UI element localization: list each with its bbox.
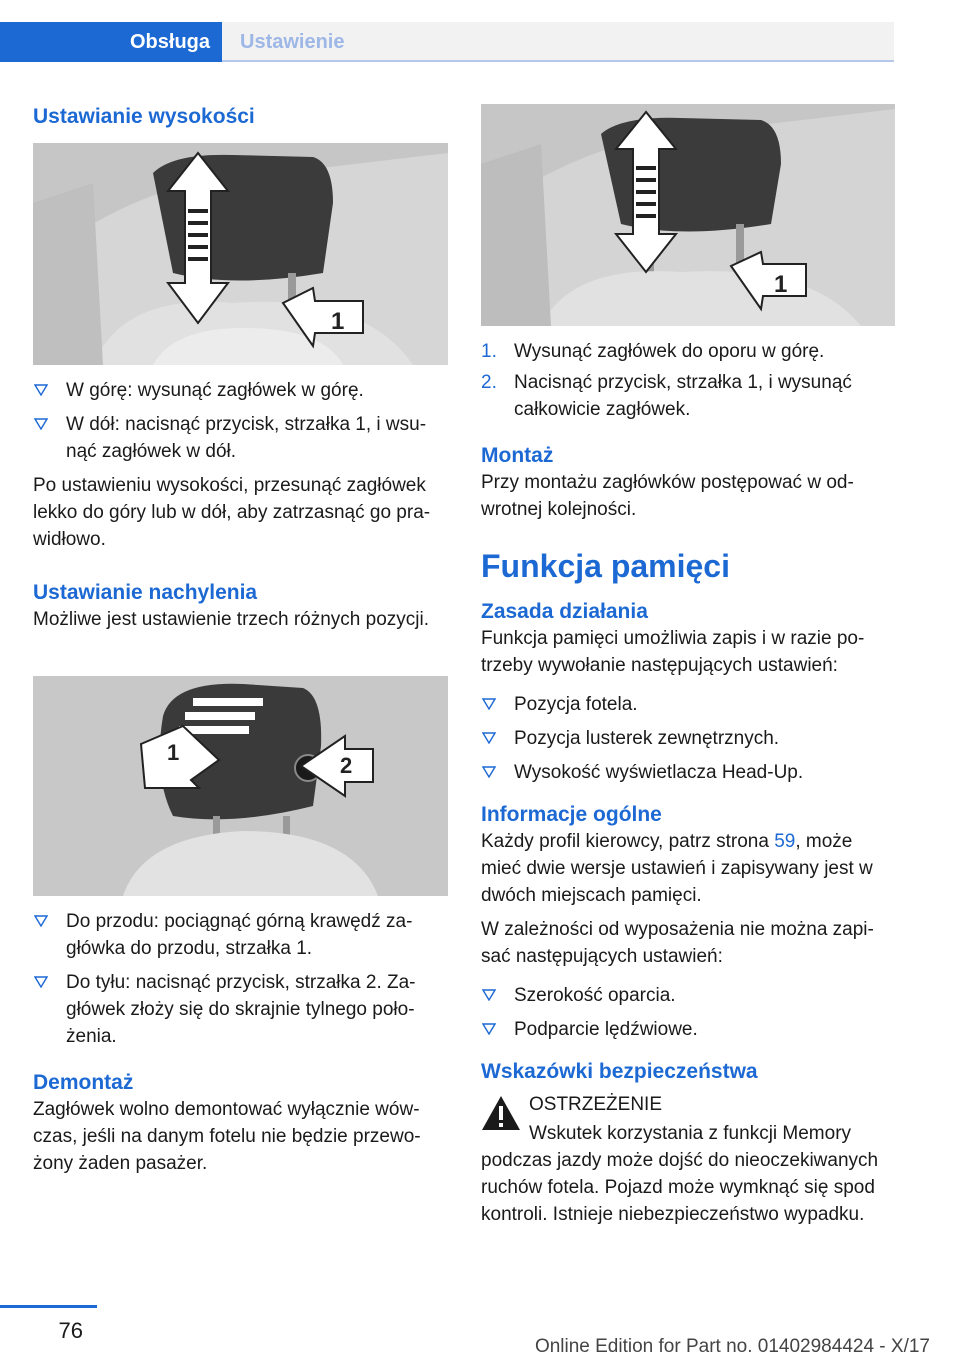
bullet-triangle-icon [482, 732, 496, 744]
heading-principle: Zasada działania [481, 600, 648, 623]
img3-label-1: 1 [774, 271, 788, 298]
steps-list [481, 338, 895, 423]
img2-label-2: 2 [340, 753, 353, 778]
heading-mount: Montaż [481, 444, 554, 467]
bullet-triangle-icon [482, 989, 496, 1001]
principle-bullet-3: Wysokość wyświetlacza Head-Up. [514, 762, 804, 783]
general-text-2: W zależności od wyposażenia nie można zapisać następujących ustawień: [481, 919, 874, 967]
heading-memory-function: Funkcja pamięci [481, 548, 730, 584]
tab-ustawienie[interactable]: Ustawienie [222, 22, 894, 62]
height-bullet-2: W dół: nacisnąć przycisk, strzałka 1, i wsunąć zagłówek w dół. [66, 414, 427, 462]
page-number-rule [0, 1305, 97, 1308]
list-item [33, 908, 448, 962]
page-number: 76 [58, 1318, 83, 1343]
list-item [481, 725, 895, 752]
height-note: Po ustawieniu wysokości, przesunąć zagłówek lekko do góry lub w dół, aby zatrzasnąć go prawidłowo. [33, 475, 431, 550]
tab-obsluga[interactable]: Obsługa [0, 22, 222, 62]
heading-general: Informacje ogólne [481, 803, 662, 826]
removal-text: Zagłówek wolno demontować wyłącznie wówczas, jeśli na danym fotelu nie będzie przewożony żaden pasażer. [33, 1099, 421, 1174]
mount-text: Przy montażu zagłówków postępować w odwrotnej kolejności. [481, 472, 854, 520]
general-bullet-1: Szerokość oparcia. [514, 985, 676, 1006]
list-item [33, 377, 448, 404]
step-text: Nacisnąć przycisk, strzałka 1, i wysunąć całkowicie zagłówek. [514, 372, 852, 420]
list-item [481, 1016, 895, 1043]
list-item [33, 411, 448, 465]
list-item [33, 969, 448, 1050]
step-text: Wysunąć zagłówek do oporu w górę. [514, 341, 825, 362]
principle-bullet-list [481, 691, 895, 786]
tilt-bullet-1: Do przodu: pociągnąć górną krawędź zagłówka do przodu, strzałka 1. [66, 911, 413, 959]
general-bullet-2: Podparcie lędźwiowe. [514, 1019, 698, 1040]
general-text-a: Każdy profil kierowcy, patrz strona [481, 831, 775, 852]
tilt-bullet-list [33, 908, 448, 1050]
general-text [481, 828, 895, 909]
step-number: 1. [481, 341, 497, 362]
warning-box [481, 1091, 895, 1118]
headrest-full-up-photo [481, 104, 895, 326]
warning-text [481, 1120, 895, 1228]
list-item [481, 338, 895, 365]
img1-label-1: 1 [331, 308, 345, 335]
left-column [33, 104, 448, 130]
heading-height: Ustawianie wysokości [33, 105, 255, 128]
heading-safety: Wskazówki bezpieczeństwa [481, 1060, 758, 1083]
warning-triangle-icon [481, 1095, 521, 1131]
principle-bullet-2: Pozycja lusterek zewnętrznych. [514, 728, 780, 749]
heading-tilt: Ustawianie nachylenia [33, 581, 258, 604]
tab-underline [222, 60, 894, 62]
bullet-triangle-icon [482, 698, 496, 710]
bullet-triangle-icon [34, 418, 48, 430]
warning-text-body: Wskutek korzystania z funkcji Memory podczas jazdy może dojść do nieoczekiwanych ruchów fotela. Pojazd może wymknąć się spod kontroli. Istnieje niebezpieczeństwo wypadku. [481, 1123, 879, 1225]
general-bullet-list [481, 982, 895, 1043]
bullet-triangle-icon [34, 384, 48, 396]
warning-title: OSTRZEŻENIE [529, 1094, 663, 1115]
heading-removal: Demontaż [33, 1071, 134, 1094]
left-tilt-block [33, 908, 448, 1184]
list-item [481, 691, 895, 718]
right-column [481, 338, 895, 1235]
header-tabs [0, 22, 894, 62]
step-number: 2. [481, 372, 497, 393]
bullet-triangle-icon [34, 915, 48, 927]
left-height-block [33, 377, 448, 640]
edition-footer: Online Edition for Part no. 01402984424 - X/17 [534, 1336, 930, 1357]
list-item [481, 759, 895, 786]
bullet-triangle-icon [482, 1023, 496, 1035]
bullet-triangle-icon [482, 766, 496, 778]
height-bullet-1: W górę: wysunąć zagłówek w górę. [66, 380, 364, 401]
img2-label-1: 1 [167, 740, 180, 765]
tilt-intro: Możliwe jest ustawienie trzech różnych pozycji. [33, 609, 429, 630]
list-item [481, 369, 895, 423]
height-bullet-list [33, 377, 448, 465]
headrest-tilt-photo [33, 676, 448, 896]
principle-text: Funkcja pamięci umożliwia zapis i w razie potrzeby wywołanie następujących ustawień: [481, 628, 865, 676]
headrest-height-photo [33, 143, 448, 365]
tilt-bullet-2: Do tyłu: nacisnąć przycisk, strzałka 2. Zagłówek złoży się do skrajnie tylnego położenia. [66, 972, 416, 1047]
bullet-triangle-icon [34, 976, 48, 988]
principle-bullet-1: Pozycja fotela. [514, 694, 638, 715]
list-item [481, 982, 895, 1009]
page-reference-link[interactable]: 59 [774, 831, 796, 852]
general-text-b: , może mieć dwie wersje ustawień i zapisywany jest w dwóch miejscach pamięci. [481, 831, 873, 906]
